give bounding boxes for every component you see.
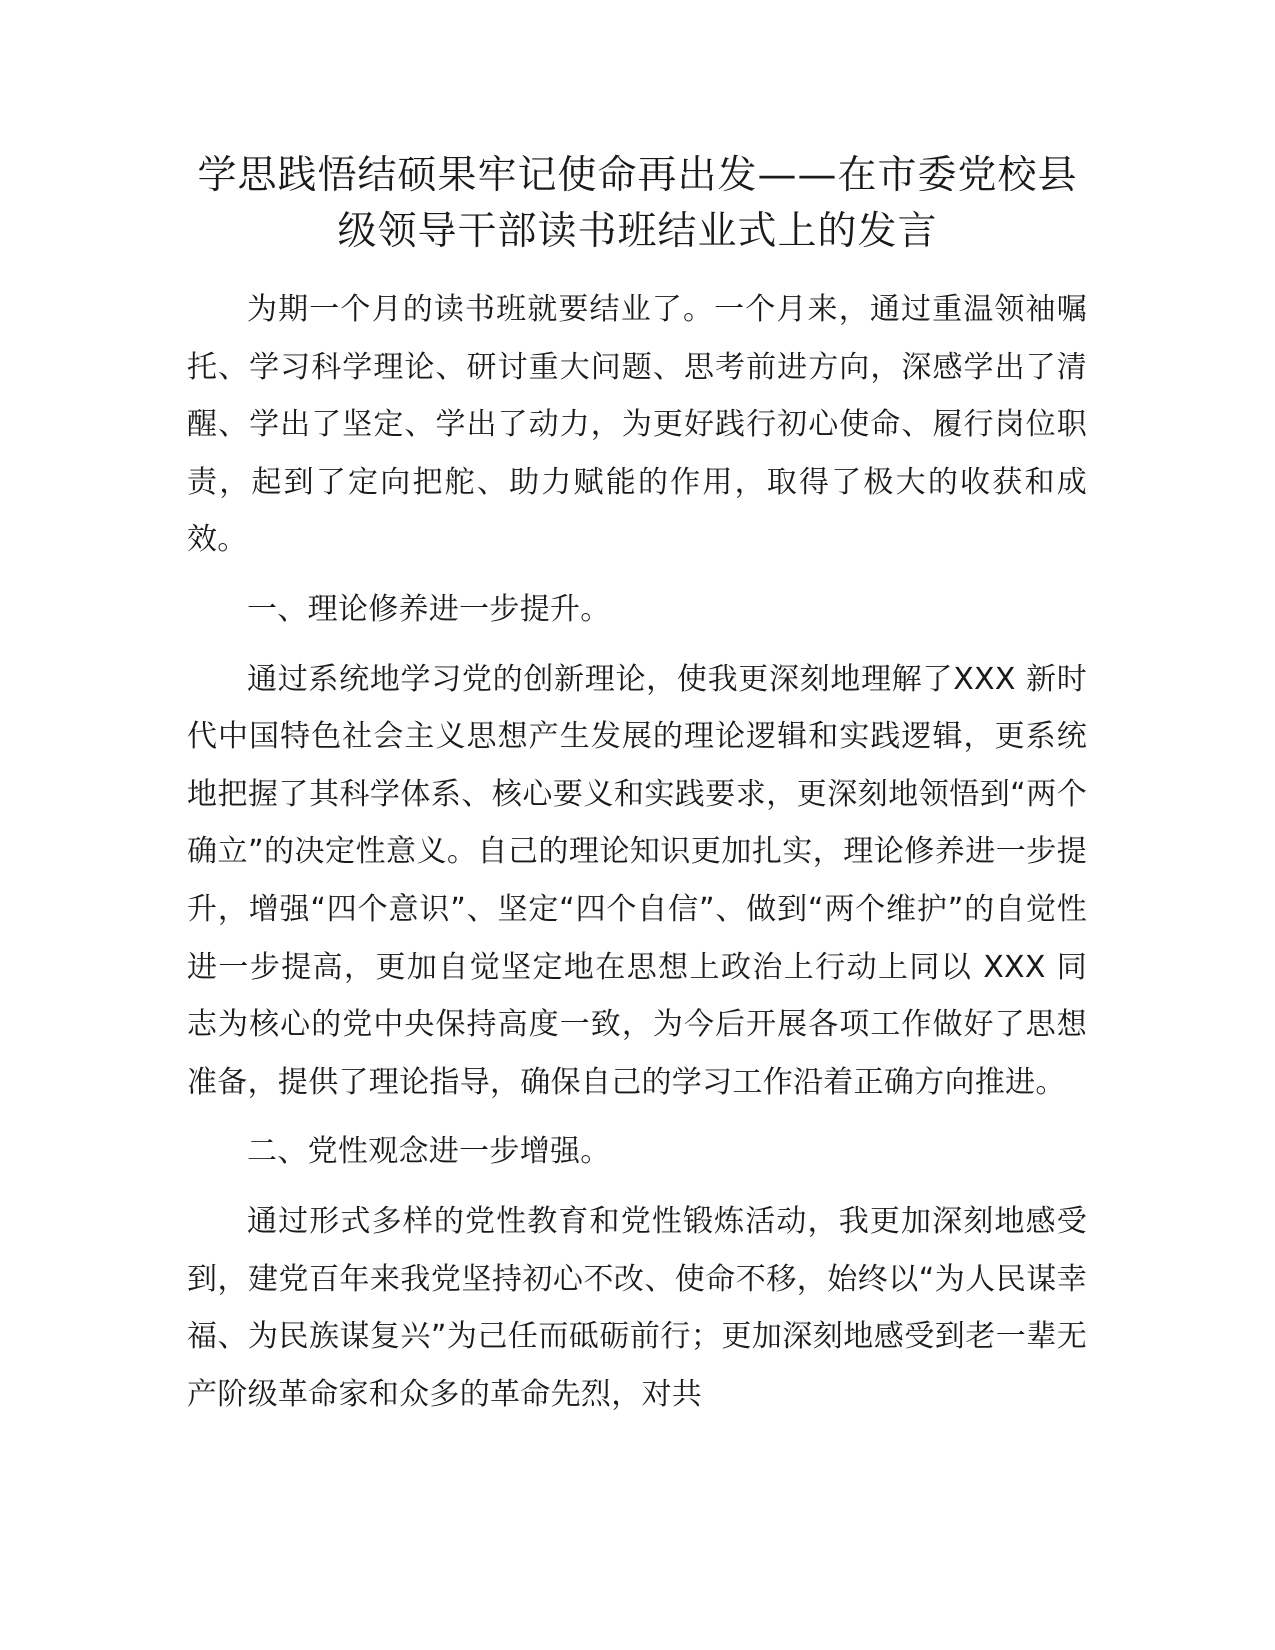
- paragraph-intro: 为期一个月的读书班就要结业了。一个月来，通过重温领袖嘱托、学习科学理论、研讨重大问题、思考前进方向，深感学出了清醒、学出了坚定、学出了动力，为更好践行初心使命、履行岗位职责，起到了定向把舵、助力赋能的作用，取得了极大的收获和成效。: [187, 292, 1087, 558]
- section-heading-2: 二、党性观念进一步增强。: [247, 1134, 611, 1170]
- paragraph-theory: 通过系统地学习党的创新理论，使我更深刻地理解了XXX 新时代中国特色社会主义思想产生发展的理论逻辑和实践逻辑，更系统地把握了其科学体系、核心要义和实践要求，更深刻地领悟到“两个确立”的决定性意义。自己的理论知识更加扎实，理论修养进一步提升，增强“四个意识”、坚定“四个自信”、做到“两个维护”的自觉性进一步提高，更加自觉坚定地在思想上政治上行动上同以 XXX 同志为核心的党中央保持高度一致，为今后开展各项工作做好了思想准备，提供了理论指导，确保自己的学习工作沿着正确方向推进。: [187, 661, 1087, 1100]
- paragraph-party-spirit: 通过形式多样的党性教育和党性锻炼活动，我更加深刻地感受到，建党百年来我党坚持初心不改、使命不移，始终以“为人民谋幸福、为民族谋复兴”为己任而砥砺前行；更加深刻地感受到老一辈无产阶级革命家和众多的革命先烈，对共: [187, 1203, 1087, 1412]
- document-body: [187, 281, 1087, 1423]
- section-heading-1: 一、理论修养进一步提升。: [247, 591, 611, 627]
- document-title: 学思践悟结硕果牢记使命再出发——在市委党校县级领导干部读书班结业式上的发言: [197, 153, 1078, 254]
